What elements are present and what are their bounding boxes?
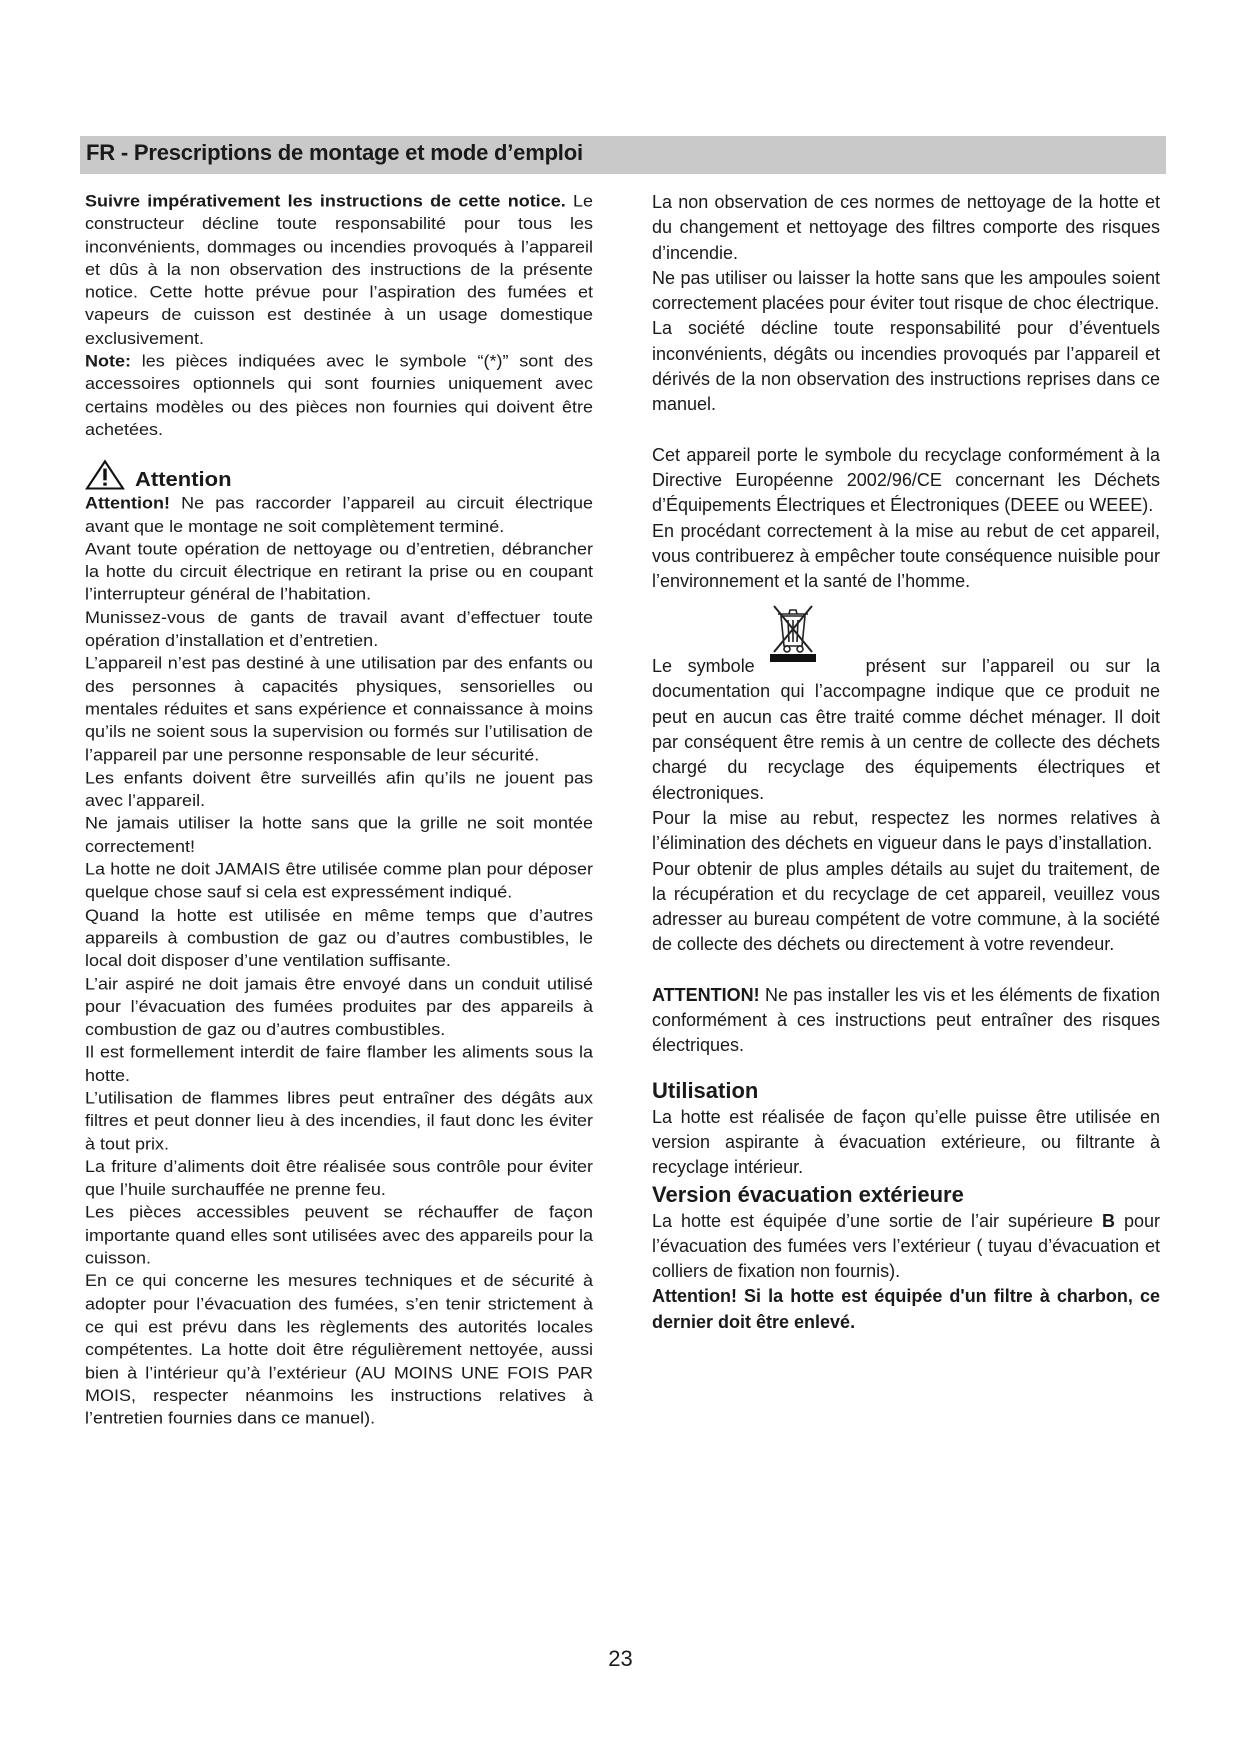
intro-text: Le constructeur décline toute responsabilité pour tous les inconvénients, dommages ou incendies provoqués à l’appareil et dûs à la non observation des instructions de la présente notice. Cette hotte prévue pour l’aspiration des fumées et vapeurs de cuisson est destinée à un usage domestique exclusivement. [85,191,593,348]
symbol-word: l’appareil [981,656,1055,677]
symbol-word: ou [1069,656,1090,677]
right-paragraph: La société décline toute responsabilité pour d’éventuels inconvénients, dégâts ou incendies provoqués par l’appareil et dérivés de la non observation des instructions reprises dans ce manuel. [652,318,1160,415]
attention-heading-text: Attention [135,467,232,491]
recycling-paragraph: En procédant correctement à la mise au rebut de cet appareil, vous contribuerez à empêcher toute conséquence nuisible pour l’environnement et la santé de l’homme. [652,520,1160,592]
symbol-word: symbole [687,656,755,677]
version-title: Version évacuation extérieure [652,1181,964,1207]
left-column [85,190,593,1430]
left-paragraph: Les pièces accessibles peuvent se réchauffer de façon importante quand elles sont utilisées avec des appareils pour la cuisson. [85,1203,593,1268]
utilisation-title: Utilisation [652,1077,759,1103]
left-paragraph: Quand la hotte est utilisée en même temps que d’autres appareils à combustion de gaz ou d’autres combustibles, le local doit disposer d’une ventilation suffisante. [85,905,593,970]
version-b: B [1102,1210,1115,1231]
warning-text: Ne pas installer les vis et les éléments de fixation conformément à ces instructions peut entraîner des risques électriques. [652,984,1160,1056]
note-label: Note: [85,351,131,371]
left-paragraph: La hotte ne doit JAMAIS être utilisée comme plan pour déposer quelque chose sauf si cela est expressément indiqué. [85,860,593,902]
recycling-paragraph: Cet appareil porte le symbole du recyclage conformément à la Directive Européenne 2002/96/CE concernant les Déchets d’Équipements Électriques et Électroniques (DEEE ou WEEE). [652,444,1160,516]
left-paragraph: La friture d’aliments doit être réalisée sous contrôle pour éviter que l’huile surchauffée ne prenne feu. [85,1157,593,1199]
symbol-word: sur [941,656,967,677]
warning-paragraph [652,983,1160,1059]
left-paragraph: Munissez-vous de gants de travail avant d’effectuer toute opération d’installation et d’entretien. [85,608,593,650]
disposal-paragraph: Pour la mise au rebut, respectez les normes relatives à l’élimination des déchets en vigueur dans le pays d’installation. [652,807,1160,854]
left-paragraph: L’appareil n’est pas destiné à une utilisation par des enfants ou des personnes à capacités physiques, sensorielles ou mentales réduites et sans expérience et connaissance à moins qu’ils ne soient sous la supervision ou formés sur l’utilisation de l’appareil par une personne responsable de leur sécurité. [85,654,593,764]
left-paragraph: Ne jamais utiliser la hotte sans que la grille ne soit montée correctement! [85,814,593,856]
symbol-word: la [1145,656,1160,677]
page-number: 23 [608,1646,633,1671]
utilisation-paragraph: La hotte est réalisée de façon qu’elle puisse être utilisée en version aspirante à évacuation extérieure, ou filtrante à recyclage intérieur. [652,1106,1160,1178]
intro-paragraph [85,190,593,350]
attention-heading [85,458,593,491]
version-paragraph [652,1209,1160,1285]
symbol-paragraph: documentation qui l’accompagne indique que ce produit ne peut en aucun cas être traité comme déchet ménager. Il doit par conséquent être remis à un centre de collecte des déchets chargé du recyclage des équipements électriques et électroniques. [652,681,1160,803]
left-paragraph: L’utilisation de flammes libres peut entraîner des dégâts aux filtres et peut donner lieu à des incendies, il faut donc les éviter à tout prix. [85,1089,593,1153]
symbol-word: présent [865,656,926,677]
crossed-bin-icon [770,602,816,656]
version-text: La hotte est équipée d’une sortie de l’air supérieure [652,1210,1102,1231]
left-paragraph: Les enfants doivent être surveillés afin qu’ils ne jouent pas avec l’appareil. [85,768,593,810]
left-paragraph: Avant toute opération de nettoyage ou d’entretien, débrancher la hotte du circuit électrique en retirant la prise ou en coupant l’interrupteur général de l’habitation. [85,539,593,604]
section-header-bar [80,136,1166,174]
right-column [652,190,1160,1335]
version-text: pour l’évacuation des fumées vers l’extérieur ( tuyau d’évacuation et colliers de fixation non fournis). [652,1210,1160,1282]
intro-bold: Suivre impérativement les instructions de cette notice. [85,191,566,210]
attention-text: Ne pas raccorder l’appareil au circuit électrique avant que le montage ne soit complètement terminé. [85,494,593,536]
warning-triangle-icon [85,460,125,491]
left-paragraph: En ce qui concerne les mesures techniques et de sécurité à adopter pour l’évacuation des fumées, s’en tenir strictement à ce qui est prévu dans les règlements des autorités locales compétentes. La hotte doit être régulièrement nettoyée, aussi bien à l’intérieur qu’à l’extérieur (AU MOINS UNE FOIS PAR MOIS, respecter néanmoins les instructions relatives à l’entretien fournies dans ce manuel). [85,1272,593,1428]
note-text: les pièces indiquées avec le symbole “(*)” sont des accessoires optionnels qui sont fournies uniquement avec certains modèles ou des pièces non fournies qui doivent être achetées. [85,351,593,439]
symbol-word: sur [1105,656,1131,677]
weee-symbol-line [652,654,1160,679]
left-paragraph: Il est formellement interdit de faire flamber les aliments sous la hotte. [85,1043,593,1085]
final-warning: Attention! Si la hotte est équipée d'un filtre à charbon, ce dernier doit être enlevé. [652,1286,1160,1332]
section-title: FR - Prescriptions de montage et mode d’emploi [86,140,583,165]
warning-label: ATTENTION! [652,984,760,1005]
symbol-word: Le [652,656,673,677]
attention-label: Attention! [85,494,170,513]
attention-paragraph [85,492,593,538]
note-paragraph [85,350,593,442]
disposal-paragraph: Pour obtenir de plus amples détails au sujet du traitement, de la récupération et du recyclage de cet appareil, veuillez vous adresser au bureau compétent de votre commune, à la société de collecte des déchets ou directement à votre revendeur. [652,858,1160,955]
right-paragraph: La non observation de ces normes de nettoyage de la hotte et du changement et nettoyage des filtres comporte des risques d’incendie. [652,192,1160,263]
left-paragraph: L’air aspiré ne doit jamais être envoyé dans un conduit utilisé pour l’évacuation des fumées produites par des appareils à combustion de gaz ou d’autres combustibles. [85,974,593,1039]
right-paragraph: Ne pas utiliser ou laisser la hotte sans que les ampoules soient correctement placées pour éviter tout risque de choc électrique. [652,267,1160,314]
